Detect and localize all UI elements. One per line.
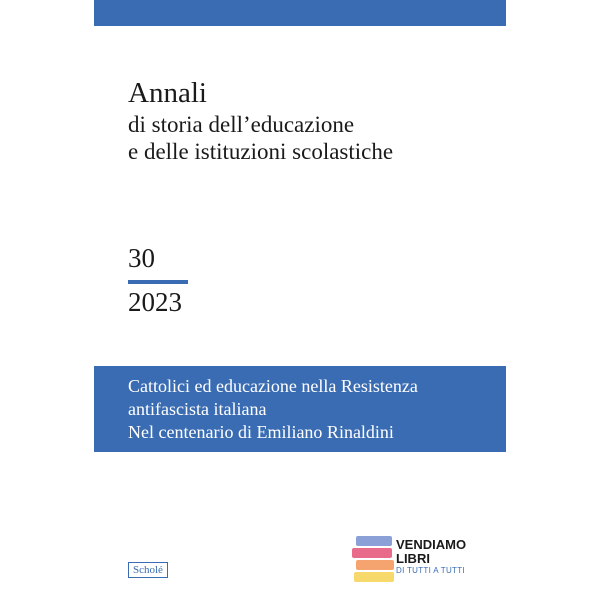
title-main: Annali: [128, 77, 207, 109]
volume-number: 30: [128, 243, 155, 273]
theme-line-3: Nel centenario di Emiliano Rinaldini: [128, 422, 394, 443]
theme-line-1: Cattolici ed educazione nella Resistenza: [128, 376, 418, 396]
publisher-logo: Scholé: [128, 562, 168, 578]
theme-text: [128, 375, 418, 444]
book-cover: [94, 0, 506, 600]
book-stack-icon: [352, 528, 400, 588]
title-subtitle-line-2: e delle istituzioni scolastiche: [128, 139, 394, 165]
journal-title: [128, 76, 393, 166]
volume-divider: [128, 280, 188, 284]
top-color-band: [94, 0, 506, 26]
theme-line-2: antifascista italiana: [128, 399, 267, 420]
title-subtitle-line-1: di storia dell’educazione: [128, 111, 355, 137]
theme-band: [94, 366, 506, 452]
badge-text: [396, 538, 466, 576]
volume-info: [128, 244, 188, 317]
vendiamo-libri-badge: [352, 528, 502, 588]
badge-line-1: VENDIAMO: [396, 537, 467, 552]
volume-year: 2023: [128, 286, 182, 317]
badge-line-2: LIBRI: [396, 550, 430, 566]
badge-tagline: DI TUTTI A TUTTI: [396, 566, 465, 576]
